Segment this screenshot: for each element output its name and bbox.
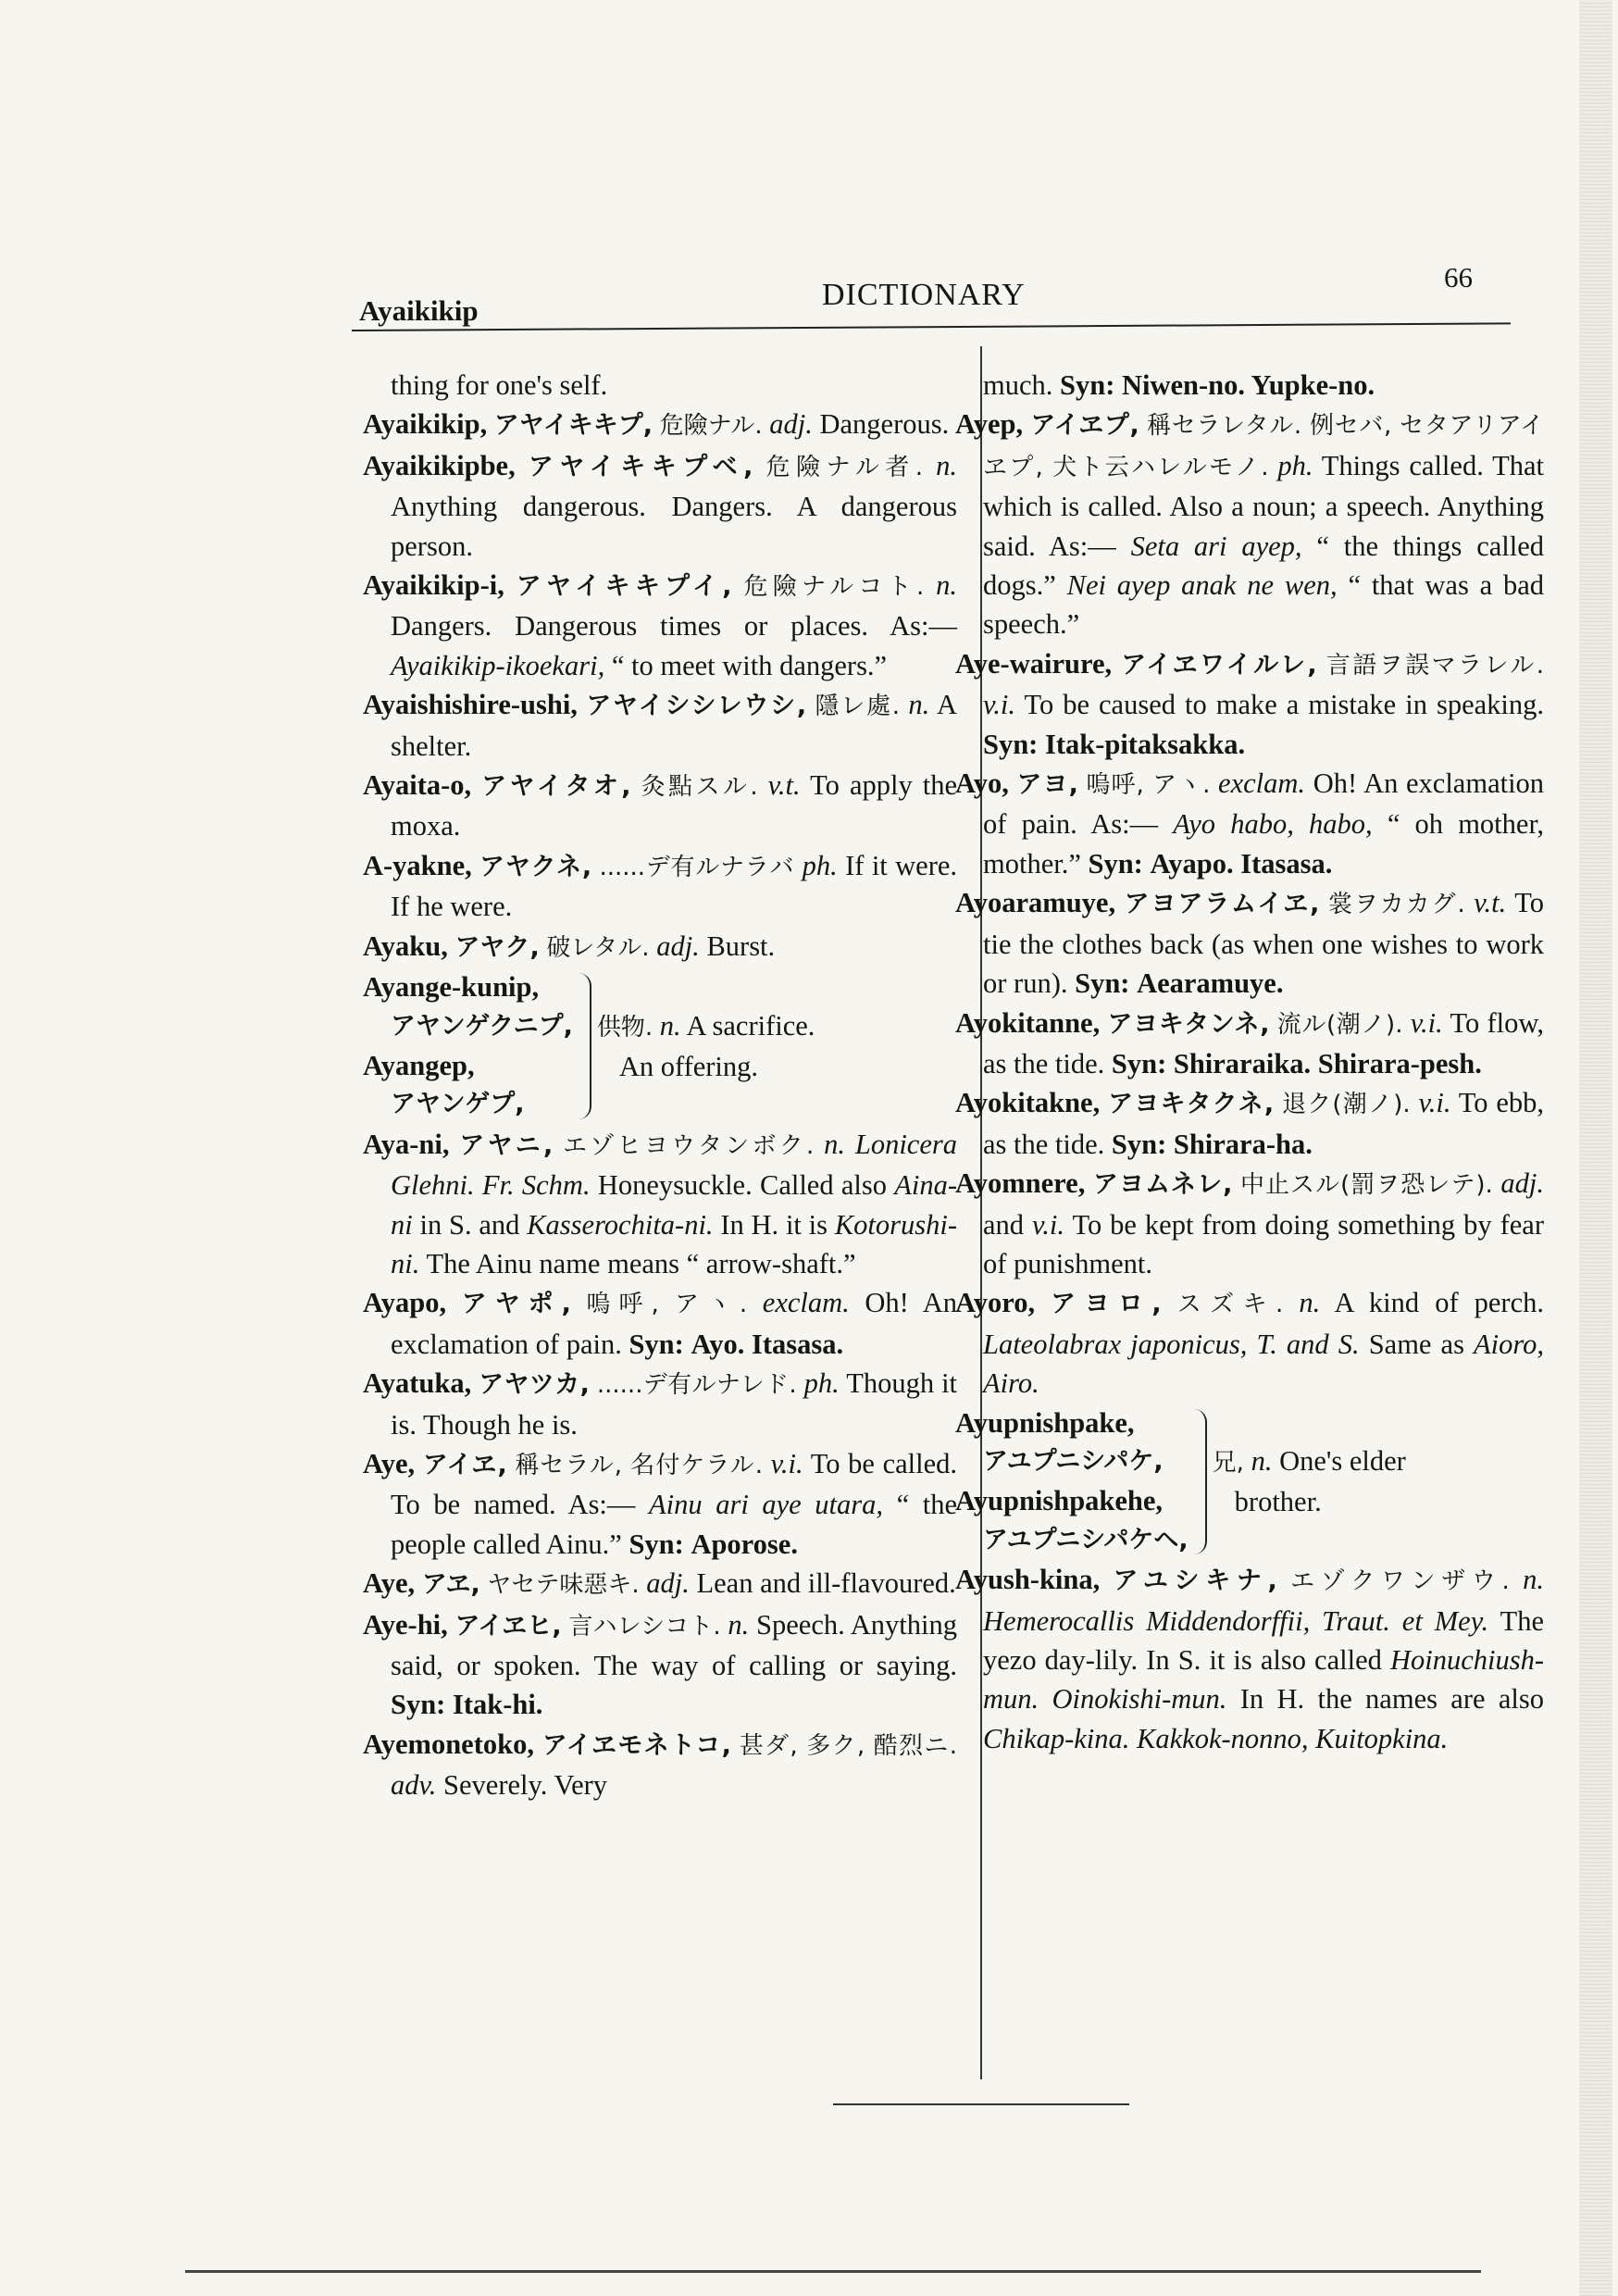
definition: Things called. That which is called. Also a noun; a speech. Anything said. As:—: [983, 449, 1545, 562]
definition: Severely. Very: [443, 1769, 608, 1802]
definition: An offering.: [618, 1050, 759, 1082]
definition: To be kept from doing something by fear of punishment.: [983, 1208, 1544, 1279]
example: Ayaikikip-ikoekari,: [391, 649, 605, 681]
kana: アヤンゲプ,: [391, 1090, 525, 1119]
scientific-name: Lateolabrax japonicus, T. and S.: [983, 1328, 1360, 1360]
kana: アヤイシシレウシ,: [586, 692, 807, 721]
example: Nei ayep anak ne wen,: [1066, 569, 1338, 602]
headword: Ayo,: [955, 767, 1009, 800]
japanese-gloss: 裳ヲカカグ.: [1327, 891, 1465, 919]
definition: Dangerous.: [819, 408, 950, 441]
grammar: ph.: [1277, 449, 1313, 481]
kana: アヱ,: [421, 1570, 480, 1600]
synonym-label: Syn:: [1060, 369, 1115, 401]
definition: Oh! An exclamation of pain.: [391, 1287, 958, 1360]
headword: Ayaikikipbe,: [363, 449, 516, 481]
kana: アヤイタオ,: [481, 772, 631, 802]
headword: Aye-hi,: [363, 1608, 448, 1641]
grammar: adj.: [656, 930, 700, 962]
headword: A-yakne,: [363, 849, 472, 881]
synonym-label: Syn:: [629, 1328, 684, 1360]
translation: “ to meet with dangers.”: [611, 649, 888, 681]
kana: アイヱプ,: [1030, 411, 1139, 441]
definition: Burst.: [706, 930, 776, 962]
definition: The yezo day-lily. In S. it is also called: [983, 1604, 1544, 1676]
entry-ayo: [955, 764, 1544, 883]
kana: アユシキナ,: [1113, 1566, 1277, 1596]
entry-aye-called: [363, 1444, 957, 1564]
grammar: n.: [1523, 1564, 1544, 1596]
synonym-label: Syn:: [391, 1689, 446, 1721]
headword: Ayomnere,: [955, 1167, 1086, 1200]
alternate-name: Chikap-kina. Kakkok-nonno, Kuitopkina.: [983, 1722, 1449, 1754]
kana: アヨキタンネ,: [1107, 1009, 1270, 1039]
grammar: exclam.: [762, 1287, 850, 1319]
synonym-label: Syn:: [1088, 847, 1143, 880]
entry-ayapo: [363, 1283, 957, 1364]
headword: Ayokitakne,: [955, 1087, 1101, 1119]
entry-ayoro: [955, 1283, 1544, 1403]
definition: If it were. If he were.: [391, 849, 958, 923]
headword: Ayaikikip-i,: [363, 569, 504, 602]
japanese-gloss: 危險ナル.: [659, 412, 763, 441]
kana: アヨアラムイヱ,: [1124, 890, 1320, 919]
headword: Aye,: [363, 1567, 416, 1600]
japanese-gloss: 退ク(潮ノ).: [1281, 1091, 1411, 1119]
japanese-gloss: 稱セラレタル. 例セバ, セタアリアイヱプ, 犬ト云ハレルモノ.: [983, 412, 1545, 481]
japanese-gloss: 流ル(潮ノ).: [1276, 1010, 1403, 1039]
synonym: Aearamuye.: [1137, 967, 1284, 1000]
headword: Ayemonetoko,: [363, 1728, 534, 1760]
headword: Ayange-kunip,: [363, 971, 540, 1004]
headword: Aye,: [363, 1447, 416, 1479]
entry-ayep: [955, 405, 1544, 643]
entry-ayaku: [363, 927, 957, 967]
kana: アヨロ,: [1051, 1290, 1162, 1319]
translation: “ the people called Ainu.”: [391, 1489, 958, 1560]
headword: Ayupnishpakehe,: [955, 1485, 1164, 1517]
grammar: n.: [824, 1128, 846, 1160]
japanese-gloss: 中止スル(罰ヲ恐レテ).: [1240, 1171, 1493, 1200]
grammar: v.i.: [1032, 1208, 1065, 1241]
grammar: adv.: [391, 1769, 437, 1802]
definition: To ebb, as the tide.: [983, 1087, 1545, 1160]
entry-ayomnere: Ayomnere, アヨムネレ, 中止スル(罰ヲ恐レテ). adj. and v.i. To be kept from doing something by fear of punishment.: [955, 1167, 1545, 1279]
brace: [575, 973, 591, 1119]
grammar: v.i.: [770, 1447, 803, 1479]
entry-aye-wairure: [955, 644, 1544, 764]
definition: To flow, as the tide.: [983, 1006, 1545, 1079]
japanese-gloss: 言語ヲ誤マラレル.: [1326, 651, 1545, 680]
kana: アヤイキキプ,: [493, 411, 653, 441]
definition: The Ainu name means “ arrow-shaft.”: [426, 1247, 856, 1279]
group-headwords: [363, 967, 573, 1125]
kana: アヤク,: [454, 932, 540, 962]
entry-ayush-kina: [955, 1560, 1544, 1758]
definition: Speech. Anything said, or spoken. The way of calling or saying.: [391, 1608, 958, 1681]
running-head-headword: Ayaikikip: [359, 294, 479, 327]
alternate-name: Aina-ni: [391, 1169, 958, 1241]
headword: Ayaku,: [363, 930, 448, 962]
japanese-gloss: スズキ.: [1176, 1291, 1284, 1319]
grammar: exclam.: [1218, 767, 1306, 800]
japanese-gloss: ......デ有ルナレド.: [596, 1371, 797, 1400]
synonym: Shirara-ha.: [1173, 1128, 1313, 1160]
definition: To apply the moxa.: [391, 769, 958, 842]
headword: Ayep,: [955, 408, 1024, 441]
definition: Lean and ill-flavoured.: [696, 1567, 956, 1600]
scientific-name: Hemerocallis Middendorffii, Traut. et Mey.: [983, 1604, 1489, 1637]
grammar: n.: [1299, 1287, 1321, 1319]
synonym: Ayapo. Itasasa.: [1150, 847, 1333, 880]
grammar: n.: [1251, 1444, 1273, 1477]
japanese-gloss: ヤセテ味惡キ.: [487, 1571, 640, 1600]
grammar: n.: [936, 569, 958, 602]
japanese-gloss: 供物.: [596, 1013, 653, 1042]
japanese-gloss: 危險ナルコト.: [743, 573, 925, 602]
grammar: v.t.: [1474, 887, 1507, 919]
definition: A sacrifice.: [686, 1009, 815, 1042]
footer-long-rule: [185, 2270, 1481, 2273]
japanese-gloss: 甚ダ, 多ク, 酷烈ニ.: [739, 1731, 958, 1760]
example: Ayo habo, habo,: [1173, 808, 1373, 841]
synonym-label: Syn:: [1111, 1128, 1167, 1160]
example: Ainu ari aye utara,: [649, 1489, 884, 1521]
synonym: Itak-pitaksakka.: [1044, 728, 1246, 760]
definition: Oh! An exclamation of pain. As:—: [983, 767, 1545, 841]
right-column: [955, 366, 1544, 1758]
synonym-label: Syn:: [1075, 967, 1130, 1000]
kana: アイヱモネトコ,: [541, 1730, 731, 1760]
definition: Anything dangerous. Dangers. A dangerous person.: [391, 491, 957, 562]
kana: アヤクネ,: [479, 852, 592, 881]
entry-ayokitakne: [955, 1083, 1544, 1164]
synonym: Itak-hi.: [452, 1689, 543, 1721]
entry-group-ayange: [363, 967, 957, 1125]
definition: Though it is. Though he is.: [391, 1367, 958, 1441]
headword: Ayoro,: [955, 1287, 1036, 1319]
page-edge-shadow: [1579, 0, 1612, 2296]
brace: [1190, 1409, 1207, 1555]
continuation-text: [955, 366, 1544, 405]
grammar: n.: [936, 449, 958, 481]
grammar: adj.: [769, 408, 813, 441]
japanese-gloss: 言ハレシコト.: [568, 1612, 721, 1641]
continuation-definition: much.: [983, 369, 1053, 401]
left-column: [363, 366, 957, 1805]
definition: in S. and: [419, 1208, 520, 1241]
entry-aye-lean: [363, 1564, 957, 1604]
entry-ayokitanne: [955, 1004, 1544, 1084]
japanese-gloss: ......デ有ルナラバ: [599, 853, 795, 881]
grammar: n.: [728, 1608, 750, 1641]
kana: アイヱ,: [422, 1450, 507, 1479]
synonym: Ayo. Itasasa.: [691, 1328, 844, 1360]
grammar: n.: [908, 689, 930, 721]
japanese-gloss: 隱レ處.: [815, 693, 901, 721]
grammar: adj.: [1500, 1167, 1545, 1200]
entry-ayaita-o: [363, 766, 957, 846]
headword: Aye-wairure,: [955, 647, 1113, 680]
header-rule: [352, 322, 1511, 331]
grammar: v.t.: [767, 769, 801, 802]
synonym: Shiraraika. Shirara-pesh.: [1173, 1047, 1482, 1079]
entry-ayoaramuye: [955, 883, 1544, 1003]
grammar: v.i.: [1418, 1087, 1451, 1119]
headword: Ayaita-o,: [363, 769, 472, 802]
definition: In H. it is: [720, 1208, 828, 1241]
definition: brother.: [1234, 1486, 1322, 1518]
headword: Ayupnishpake,: [955, 1406, 1135, 1439]
japanese-gloss: 嗚呼, アヽ.: [586, 1291, 748, 1319]
scientific-name: Lonicera Glehni. Fr. Schm.: [391, 1128, 958, 1202]
kana: アイヱワイルレ,: [1121, 650, 1317, 680]
japanese-gloss: 危險ナル者.: [765, 453, 924, 481]
synonym-label: Syn:: [983, 728, 1039, 760]
synonym-label: Syn:: [1111, 1047, 1167, 1079]
alternate-name: Kasserochita-ni.: [527, 1208, 714, 1241]
entry-aye-hi: [363, 1605, 957, 1725]
synonym: Niwen-no. Yupke-no.: [1121, 369, 1375, 401]
headword: Ayapo,: [363, 1287, 447, 1319]
running-head-title: DICTIONARY: [822, 278, 1026, 312]
example: Seta ari ayep,: [1130, 530, 1302, 562]
kana: アヤンゲクニプ,: [391, 1011, 573, 1041]
entry-a-yakne: [363, 846, 957, 927]
grammar: adj.: [646, 1567, 690, 1600]
definition: A shelter.: [391, 689, 958, 762]
alternate-name: Aioro, Airo.: [983, 1328, 1545, 1400]
headword: Aya-ni,: [363, 1128, 450, 1160]
entry-ayaikikipbe: [363, 446, 957, 566]
headword: Ayatuka,: [363, 1367, 472, 1400]
grammar: v.i.: [983, 689, 1015, 721]
footer-short-rule: [833, 2103, 1129, 2105]
continuation-text: thing for one's self.: [391, 369, 608, 401]
entry-aya-ni: [363, 1125, 957, 1284]
definition: To be called. To be named. As:—: [391, 1447, 958, 1521]
entry-group-ayupnishpake: [955, 1404, 1544, 1561]
japanese-gloss: エゾクワンザウ.: [1290, 1567, 1510, 1596]
alternate-name: Hoinuchiush-mun. Oinokishi-mun.: [983, 1644, 1545, 1716]
definition: To tie the clothes back (as when one wishes to work or run).: [983, 887, 1545, 1000]
group-definition: [1213, 1441, 1544, 1522]
translation: “ that was a bad speech.”: [983, 569, 1545, 641]
definition: Dangers. Dangerous times or places. As:—: [391, 610, 957, 643]
entry-ayaikikip-i: [363, 566, 957, 685]
definition: Honeysuckle. Called also: [597, 1169, 887, 1202]
japanese-gloss: 稱セラル, 名付ケラル.: [515, 1451, 763, 1479]
headword: Ayaikikip,: [363, 408, 488, 441]
japanese-gloss: 破レタル.: [546, 933, 650, 962]
definition: In H. the names are also: [1239, 1683, 1545, 1716]
alternate-name: Kotorushi-ni.: [391, 1208, 957, 1279]
kana: アユプニシパケ,: [983, 1446, 1164, 1476]
definition: To be caused to make a mistake in speaking.: [1024, 689, 1545, 721]
grammar: ph.: [802, 849, 838, 881]
kana: アヨキタクネ,: [1108, 1090, 1275, 1119]
kana: アユプニシパケヘ,: [983, 1525, 1189, 1554]
headword: Ayokitanne,: [955, 1006, 1101, 1039]
group-definition: [597, 1006, 957, 1087]
translation: “ the things called dogs.”: [983, 530, 1545, 602]
japanese-gloss: 灸點スル.: [641, 773, 758, 802]
entry-ayaikikip: [363, 405, 957, 445]
grammar: n.: [659, 1009, 681, 1042]
japanese-gloss: エゾヒヨウタンボク.: [563, 1131, 815, 1160]
headword: Ayush-kina,: [955, 1564, 1101, 1596]
kana: アイヱヒ,: [454, 1611, 562, 1641]
grammar: v.i.: [1410, 1006, 1443, 1039]
synonym: Aporose.: [691, 1528, 798, 1560]
headword: Ayaishishire-ushi,: [363, 689, 578, 721]
definition: Same as: [1368, 1328, 1464, 1360]
definition: A kind of perch.: [1334, 1287, 1545, 1319]
kana: アヤツカ,: [479, 1370, 590, 1400]
kana: アヨムネレ,: [1092, 1170, 1233, 1200]
japanese-gloss: 嗚呼, アヽ.: [1086, 771, 1211, 800]
definition: One's elder: [1279, 1444, 1406, 1477]
headword: Ayoaramuye,: [955, 887, 1116, 919]
kana: アヤニ,: [459, 1130, 554, 1160]
group-headwords: [955, 1404, 1189, 1561]
synonym-label: Syn:: [629, 1528, 684, 1560]
page-number: 66: [1444, 261, 1473, 293]
kana: アヨ,: [1016, 770, 1078, 800]
kana: アヤイキキプイ,: [516, 572, 732, 602]
grammar: ph.: [803, 1367, 840, 1400]
entry-ayaishishire-ushi: [363, 685, 957, 766]
headword: Ayangep,: [363, 1049, 475, 1081]
entry-ayatuka: [363, 1364, 957, 1444]
kana: アヤイキキプベ,: [528, 452, 753, 481]
kana: アヤポ,: [461, 1290, 571, 1319]
entry-ayemonetoko: [363, 1725, 957, 1805]
translation: “ oh mother, mother.”: [983, 808, 1545, 880]
japanese-gloss: 兄,: [1212, 1448, 1244, 1477]
